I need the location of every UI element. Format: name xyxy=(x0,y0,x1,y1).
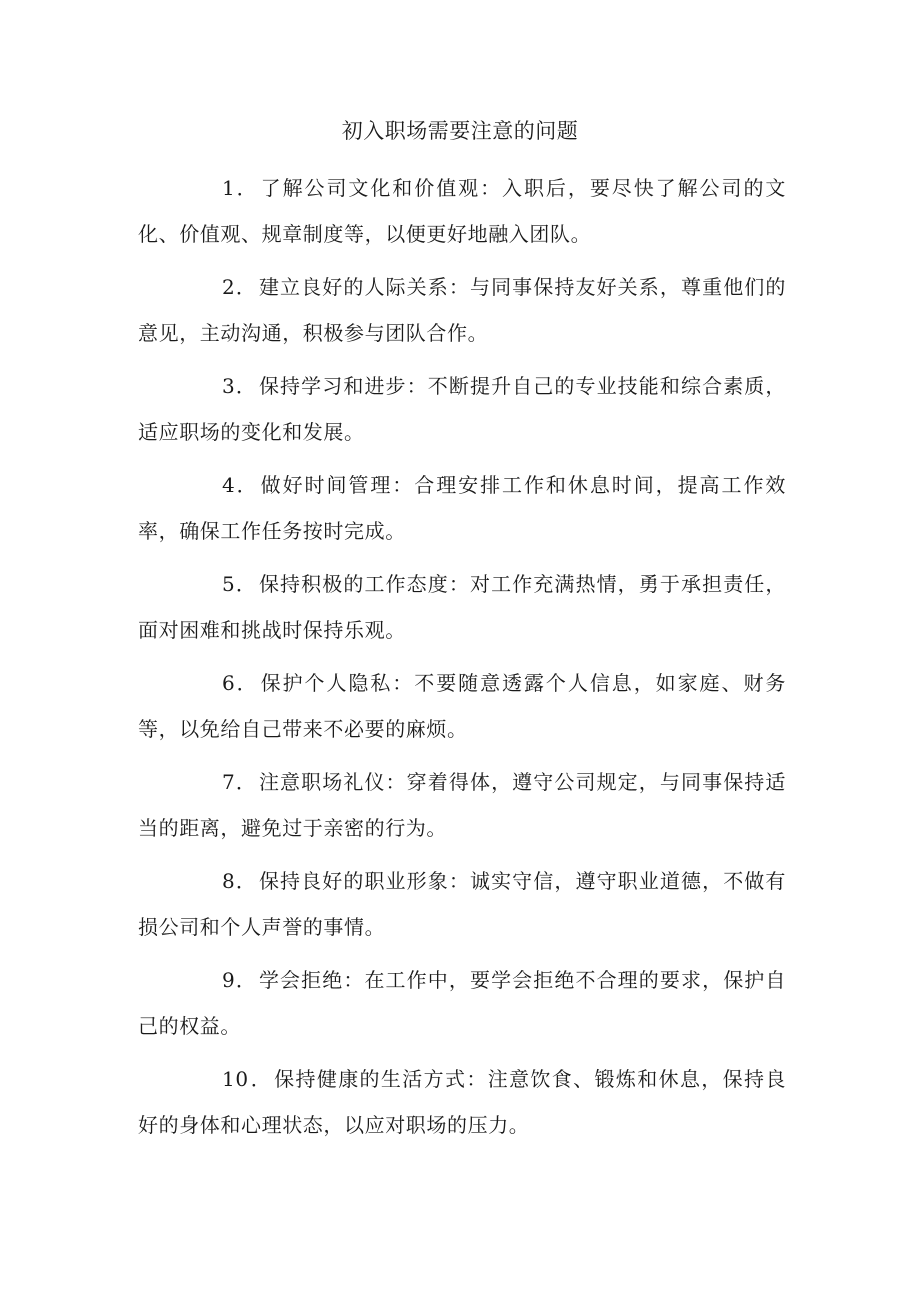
item-number: 8 xyxy=(222,869,236,893)
item-text: 建立良好的人际关系：与同事保持友好关系，尊重他们的意见，主动沟通，积极参与团队合作。 xyxy=(138,275,786,345)
list-item: 9． 学会拒绝：在工作中，要学会拒绝不合理的要求，保护自己的权益。 xyxy=(138,957,786,1049)
item-number: 5 xyxy=(222,572,236,596)
list-item: 10． 保持健康的生活方式：注意饮食、锻炼和休息，保持良好的身体和心理状态，以应对职场的压力。 xyxy=(138,1056,786,1148)
item-number: 3 xyxy=(222,374,236,398)
item-text: 学会拒绝：在工作中，要学会拒绝不合理的要求，保护自己的权益。 xyxy=(138,968,786,1038)
list-item: 4． 做好时间管理：合理安排工作和休息时间，提高工作效率，确保工作任务按时完成。 xyxy=(138,462,786,554)
list-item: 6． 保护个人隐私：不要随意透露个人信息，如家庭、财务等，以免给自己带来不必要的麻烦。 xyxy=(138,660,786,752)
item-number: 4 xyxy=(222,473,236,497)
item-number: 7 xyxy=(222,770,236,794)
item-text: 注意职场礼仪：穿着得体，遵守公司规定，与同事保持适当的距离，避免过于亲密的行为。 xyxy=(138,770,786,840)
item-text: 保持健康的生活方式：注意饮食、锻炼和休息，保持良好的身体和心理状态，以应对职场的压力。 xyxy=(138,1067,786,1137)
item-list xyxy=(138,165,786,1155)
item-text: 保护个人隐私：不要随意透露个人信息，如家庭、财务等，以免给自己带来不必要的麻烦。 xyxy=(138,671,786,741)
list-item: 5． 保持积极的工作态度：对工作充满热情，勇于承担责任，面对困难和挑战时保持乐观。 xyxy=(138,561,786,653)
item-number: 10 xyxy=(222,1067,249,1091)
item-text: 保持良好的职业形象：诚实守信，遵守职业道德，不做有损公司和个人声誉的事情。 xyxy=(138,869,786,939)
list-item: 2． 建立良好的人际关系：与同事保持友好关系，尊重他们的意见，主动沟通，积极参与团队合作。 xyxy=(138,264,786,356)
list-item: 8． 保持良好的职业形象：诚实守信，遵守职业道德，不做有损公司和个人声誉的事情。 xyxy=(138,858,786,950)
item-text: 做好时间管理：合理安排工作和休息时间，提高工作效率，确保工作任务按时完成。 xyxy=(138,473,786,543)
list-item: 3． 保持学习和进步：不断提升自己的专业技能和综合素质，适应职场的变化和发展。 xyxy=(138,363,786,455)
document-title: 初入职场需要注意的问题 xyxy=(341,119,579,143)
item-text: 保持学习和进步：不断提升自己的专业技能和综合素质，适应职场的变化和发展。 xyxy=(138,374,786,444)
item-number: 1 xyxy=(222,176,236,200)
list-item: 7． 注意职场礼仪：穿着得体，遵守公司规定，与同事保持适当的距离，避免过于亲密的行为。 xyxy=(138,759,786,851)
list-item: 1． 了解公司文化和价值观：入职后，要尽快了解公司的文化、价值观、规章制度等，以便更好地融入团队。 xyxy=(138,165,786,257)
item-text: 保持积极的工作态度：对工作充满热情，勇于承担责任，面对困难和挑战时保持乐观。 xyxy=(138,572,786,642)
item-text: 了解公司文化和价值观：入职后，要尽快了解公司的文化、价值观、规章制度等，以便更好地融入团队。 xyxy=(138,176,786,246)
item-number: 2 xyxy=(222,275,236,299)
item-number: 9 xyxy=(222,968,236,992)
item-number: 6 xyxy=(222,671,236,695)
